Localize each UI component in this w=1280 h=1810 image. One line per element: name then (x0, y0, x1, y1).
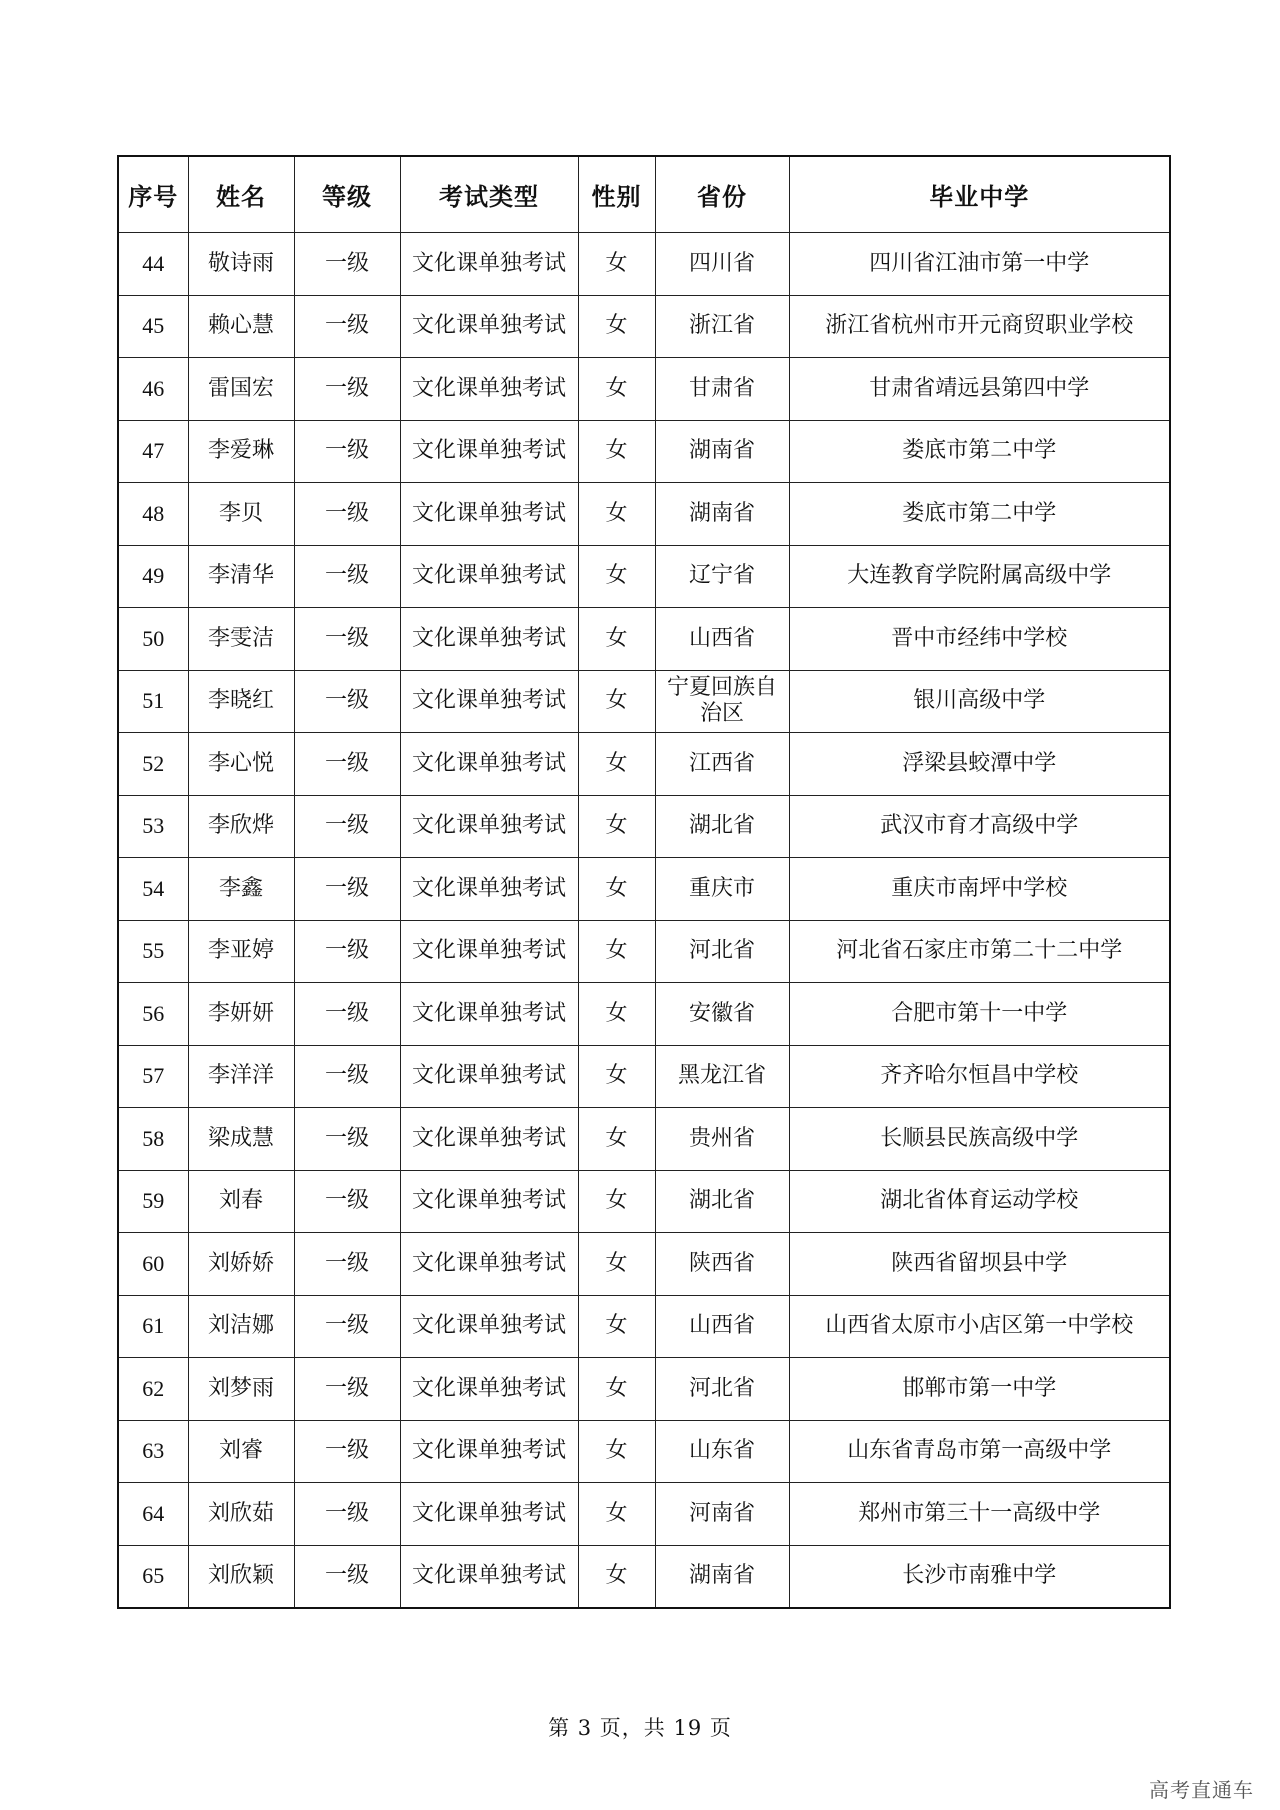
table-row (118, 233, 1170, 296)
cell-name: 梁成慧 (188, 1108, 294, 1171)
table-row (118, 1545, 1170, 1608)
cell-gender: 女 (578, 983, 655, 1046)
cell-exam-type: 文化课单独考试 (400, 295, 578, 358)
cell-level: 一级 (294, 545, 400, 608)
cell-name: 李妍妍 (188, 983, 294, 1046)
table-row (118, 295, 1170, 358)
cell-level: 一级 (294, 670, 400, 733)
cell-seq: 61 (118, 1295, 188, 1358)
cell-level: 一级 (294, 1233, 400, 1296)
table-row (118, 1483, 1170, 1546)
cell-seq: 55 (118, 920, 188, 983)
cell-seq: 52 (118, 733, 188, 796)
cell-province: 山东省 (655, 1420, 789, 1483)
cell-province: 陕西省 (655, 1233, 789, 1296)
cell-name: 雷国宏 (188, 358, 294, 421)
cell-level: 一级 (294, 420, 400, 483)
cell-level: 一级 (294, 608, 400, 671)
cell-gender: 女 (578, 1483, 655, 1546)
cell-province: 四川省 (655, 233, 789, 296)
cell-exam-type: 文化课单独考试 (400, 795, 578, 858)
cell-gender: 女 (578, 1295, 655, 1358)
cell-seq: 64 (118, 1483, 188, 1546)
table-row (118, 795, 1170, 858)
cell-school: 重庆市南坪中学校 (789, 858, 1170, 921)
cell-province: 山西省 (655, 608, 789, 671)
cell-level: 一级 (294, 295, 400, 358)
cell-gender: 女 (578, 420, 655, 483)
header-seq: 序号 (118, 156, 188, 233)
cell-gender: 女 (578, 1170, 655, 1233)
cell-school: 合肥市第十一中学 (789, 983, 1170, 1046)
cell-exam-type: 文化课单独考试 (400, 1358, 578, 1421)
cell-exam-type: 文化课单独考试 (400, 358, 578, 421)
cell-level: 一级 (294, 1545, 400, 1608)
cell-exam-type: 文化课单独考试 (400, 1295, 578, 1358)
cell-province: 湖南省 (655, 420, 789, 483)
cell-exam-type: 文化课单独考试 (400, 1170, 578, 1233)
cell-gender: 女 (578, 608, 655, 671)
cell-province: 甘肃省 (655, 358, 789, 421)
cell-school: 河北省石家庄市第二十二中学 (789, 920, 1170, 983)
cell-level: 一级 (294, 1295, 400, 1358)
cell-gender: 女 (578, 483, 655, 546)
cell-gender: 女 (578, 1358, 655, 1421)
watermark: 高考直通车 (1149, 1778, 1254, 1802)
cell-seq: 63 (118, 1420, 188, 1483)
cell-seq: 46 (118, 358, 188, 421)
cell-seq: 57 (118, 1045, 188, 1108)
cell-province: 山西省 (655, 1295, 789, 1358)
cell-school: 邯郸市第一中学 (789, 1358, 1170, 1421)
cell-school: 大连教育学院附属高级中学 (789, 545, 1170, 608)
cell-exam-type: 文化课单独考试 (400, 545, 578, 608)
table-header-row (118, 156, 1170, 233)
table-row (118, 858, 1170, 921)
cell-school: 陕西省留坝县中学 (789, 1233, 1170, 1296)
cell-name: 刘娇娇 (188, 1233, 294, 1296)
cell-name: 李亚婷 (188, 920, 294, 983)
cell-seq: 48 (118, 483, 188, 546)
cell-exam-type: 文化课单独考试 (400, 920, 578, 983)
table-row (118, 608, 1170, 671)
header-exam-type: 考试类型 (400, 156, 578, 233)
cell-province: 河北省 (655, 1358, 789, 1421)
cell-school: 浮梁县蛟潭中学 (789, 733, 1170, 796)
cell-level: 一级 (294, 795, 400, 858)
cell-seq: 59 (118, 1170, 188, 1233)
cell-gender: 女 (578, 733, 655, 796)
header-province: 省份 (655, 156, 789, 233)
cell-name: 李贝 (188, 483, 294, 546)
header-gender: 性别 (578, 156, 655, 233)
cell-gender: 女 (578, 670, 655, 733)
cell-name: 李心悦 (188, 733, 294, 796)
cell-school: 四川省江油市第一中学 (789, 233, 1170, 296)
cell-gender: 女 (578, 920, 655, 983)
table-row (118, 733, 1170, 796)
cell-level: 一级 (294, 233, 400, 296)
cell-seq: 47 (118, 420, 188, 483)
cell-seq: 50 (118, 608, 188, 671)
table-row (118, 1420, 1170, 1483)
cell-school: 武汉市育才高级中学 (789, 795, 1170, 858)
cell-name: 敬诗雨 (188, 233, 294, 296)
cell-school: 湖北省体育运动学校 (789, 1170, 1170, 1233)
cell-province: 贵州省 (655, 1108, 789, 1171)
cell-school: 山东省青岛市第一高级中学 (789, 1420, 1170, 1483)
cell-province: 江西省 (655, 733, 789, 796)
cell-province: 河北省 (655, 920, 789, 983)
cell-school: 娄底市第二中学 (789, 420, 1170, 483)
cell-province: 河南省 (655, 1483, 789, 1546)
cell-province: 湖南省 (655, 483, 789, 546)
cell-school: 银川高级中学 (789, 670, 1170, 733)
table-row (118, 1358, 1170, 1421)
cell-name: 李雯洁 (188, 608, 294, 671)
cell-province: 湖北省 (655, 1170, 789, 1233)
table-row (118, 420, 1170, 483)
cell-exam-type: 文化课单独考试 (400, 608, 578, 671)
table-row (118, 1233, 1170, 1296)
table-row (118, 483, 1170, 546)
table-row (118, 1108, 1170, 1171)
cell-exam-type: 文化课单独考试 (400, 1545, 578, 1608)
cell-exam-type: 文化课单独考试 (400, 483, 578, 546)
cell-name: 刘春 (188, 1170, 294, 1233)
cell-name: 李洋洋 (188, 1045, 294, 1108)
table-row (118, 545, 1170, 608)
table-row (118, 1170, 1170, 1233)
cell-name: 刘梦雨 (188, 1358, 294, 1421)
cell-level: 一级 (294, 920, 400, 983)
cell-level: 一级 (294, 1358, 400, 1421)
cell-seq: 60 (118, 1233, 188, 1296)
cell-level: 一级 (294, 1483, 400, 1546)
cell-province: 重庆市 (655, 858, 789, 921)
cell-province: 安徽省 (655, 983, 789, 1046)
cell-school: 长顺县民族高级中学 (789, 1108, 1170, 1171)
header-name: 姓名 (188, 156, 294, 233)
roster-table (117, 155, 1171, 1609)
cell-exam-type: 文化课单独考试 (400, 1420, 578, 1483)
cell-level: 一级 (294, 733, 400, 796)
cell-seq: 65 (118, 1545, 188, 1608)
cell-name: 李鑫 (188, 858, 294, 921)
table-row (118, 1295, 1170, 1358)
cell-name: 李晓红 (188, 670, 294, 733)
cell-seq: 44 (118, 233, 188, 296)
cell-exam-type: 文化课单独考试 (400, 1045, 578, 1108)
cell-school: 长沙市南雅中学 (789, 1545, 1170, 1608)
cell-seq: 58 (118, 1108, 188, 1171)
cell-gender: 女 (578, 1233, 655, 1296)
cell-province: 宁夏回族自治区 (655, 670, 789, 733)
header-level: 等级 (294, 156, 400, 233)
cell-name: 刘欣颖 (188, 1545, 294, 1608)
cell-level: 一级 (294, 483, 400, 546)
cell-school: 齐齐哈尔恒昌中学校 (789, 1045, 1170, 1108)
cell-province: 辽宁省 (655, 545, 789, 608)
cell-seq: 56 (118, 983, 188, 1046)
cell-exam-type: 文化课单独考试 (400, 233, 578, 296)
cell-school: 晋中市经纬中学校 (789, 608, 1170, 671)
cell-province: 黑龙江省 (655, 1045, 789, 1108)
cell-name: 赖心慧 (188, 295, 294, 358)
cell-gender: 女 (578, 358, 655, 421)
cell-name: 刘欣茹 (188, 1483, 294, 1546)
cell-province: 浙江省 (655, 295, 789, 358)
page-number: 第 3 页，共 19 页 (548, 1716, 732, 1740)
cell-seq: 51 (118, 670, 188, 733)
cell-level: 一级 (294, 858, 400, 921)
cell-seq: 54 (118, 858, 188, 921)
cell-exam-type: 文化课单独考试 (400, 858, 578, 921)
cell-province: 湖北省 (655, 795, 789, 858)
cell-exam-type: 文化课单独考试 (400, 1233, 578, 1296)
cell-school: 山西省太原市小店区第一中学校 (789, 1295, 1170, 1358)
cell-seq: 53 (118, 795, 188, 858)
cell-level: 一级 (294, 1420, 400, 1483)
cell-seq: 45 (118, 295, 188, 358)
table-row (118, 983, 1170, 1046)
cell-exam-type: 文化课单独考试 (400, 983, 578, 1046)
cell-gender: 女 (578, 233, 655, 296)
cell-school: 娄底市第二中学 (789, 483, 1170, 546)
cell-gender: 女 (578, 295, 655, 358)
cell-level: 一级 (294, 1045, 400, 1108)
table-row (118, 1045, 1170, 1108)
cell-exam-type: 文化课单独考试 (400, 1108, 578, 1171)
cell-seq: 62 (118, 1358, 188, 1421)
table-row (118, 670, 1170, 733)
cell-name: 李欣烨 (188, 795, 294, 858)
table-row (118, 358, 1170, 421)
cell-school: 浙江省杭州市开元商贸职业学校 (789, 295, 1170, 358)
cell-gender: 女 (578, 795, 655, 858)
header-school: 毕业中学 (789, 156, 1170, 233)
cell-province: 湖南省 (655, 1545, 789, 1608)
cell-seq: 49 (118, 545, 188, 608)
cell-level: 一级 (294, 358, 400, 421)
cell-gender: 女 (578, 1108, 655, 1171)
cell-gender: 女 (578, 1420, 655, 1483)
cell-gender: 女 (578, 858, 655, 921)
cell-exam-type: 文化课单独考试 (400, 733, 578, 796)
cell-exam-type: 文化课单独考试 (400, 670, 578, 733)
cell-gender: 女 (578, 545, 655, 608)
cell-level: 一级 (294, 1170, 400, 1233)
cell-school: 甘肃省靖远县第四中学 (789, 358, 1170, 421)
cell-exam-type: 文化课单独考试 (400, 420, 578, 483)
cell-school: 郑州市第三十一高级中学 (789, 1483, 1170, 1546)
cell-level: 一级 (294, 1108, 400, 1171)
cell-name: 刘睿 (188, 1420, 294, 1483)
cell-name: 刘洁娜 (188, 1295, 294, 1358)
cell-exam-type: 文化课单独考试 (400, 1483, 578, 1546)
cell-name: 李清华 (188, 545, 294, 608)
cell-level: 一级 (294, 983, 400, 1046)
table-body (118, 233, 1170, 1609)
cell-name: 李爱琳 (188, 420, 294, 483)
cell-gender: 女 (578, 1545, 655, 1608)
cell-gender: 女 (578, 1045, 655, 1108)
table-row (118, 920, 1170, 983)
